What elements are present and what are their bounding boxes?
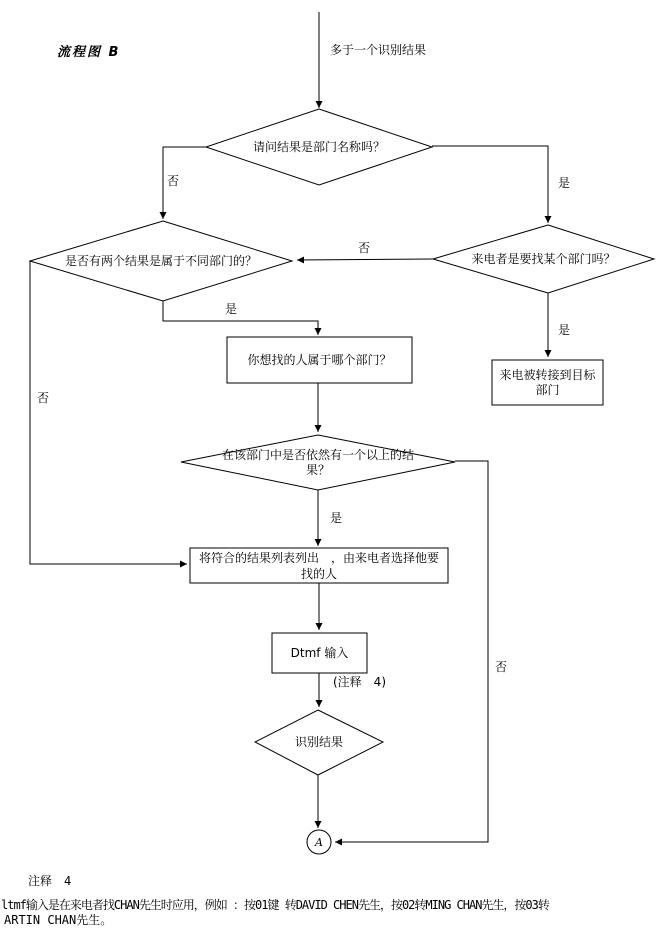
edge-label-d1-no: 否 <box>167 174 180 188</box>
decision-caller-wants-department <box>433 225 654 293</box>
edge-d1-yes <box>432 146 548 223</box>
process-transfer-text: 来电被转接到目标部门 <box>499 367 596 397</box>
connector-a <box>307 830 331 854</box>
process-call-transferred <box>492 360 603 405</box>
connector-a-text: A <box>315 835 323 849</box>
decision-recognition-result <box>255 710 383 775</box>
notes-body-line1: ltmf输入是在来电者找CHAN先生时应用，例如 ：按01键 转DAVID CHEN先生，按02转MING CHAN先生，按03转 <box>1 898 549 912</box>
process-list-matching-results <box>190 548 448 583</box>
edge-d2-yes <box>163 301 318 335</box>
edge-d3-no <box>297 259 433 260</box>
process-box1-text: 你想找的人属于哪个部门？ <box>247 352 392 367</box>
edge-label-d3-yes: 是 <box>558 323 571 337</box>
notes-heading: 注释 4 <box>28 874 72 888</box>
edge-label-d1-yes: 是 <box>558 176 571 190</box>
edge-label-d4-no: 否 <box>495 660 508 674</box>
notes-body-line2: ARTIN CHAN先生。 <box>4 913 113 927</box>
edge-label-d2-yes: 是 <box>225 302 238 316</box>
decision-still-multiple-results <box>181 435 455 490</box>
process-dtmf-input <box>272 633 367 673</box>
decision-d5-text: 识别结果 <box>294 735 343 749</box>
process-ask-which-department <box>227 337 412 383</box>
decision-d4-text: 在该部门中是否依然有一个以上的结果？ <box>221 447 414 477</box>
flowchart-title: 流程图 B <box>57 45 121 60</box>
decision-result-is-department-name <box>206 109 432 185</box>
decision-two-results-different-departments <box>30 221 292 301</box>
edge-label-d2-no: 否 <box>37 391 50 405</box>
decision-d1-text: 请问结果是部门名称吗？ <box>252 139 385 154</box>
edge-label-d3-no: 否 <box>358 241 371 255</box>
decision-d2-text: 是否有两个结果是属于不同部门的？ <box>64 253 257 268</box>
process-list-text: 将符合的结果列表列出 ，由来电者选择他要找的人 <box>198 550 439 581</box>
decision-d3-text: 来电者是要找某个部门吗？ <box>471 251 616 266</box>
note-reference-label: (注释 4) <box>333 675 386 689</box>
start-condition-label: 多于一个识别结果 <box>330 43 427 57</box>
edge-label-d4-yes: 是 <box>330 511 343 525</box>
process-dtmf-text: Dtmf 输入 <box>290 645 349 660</box>
